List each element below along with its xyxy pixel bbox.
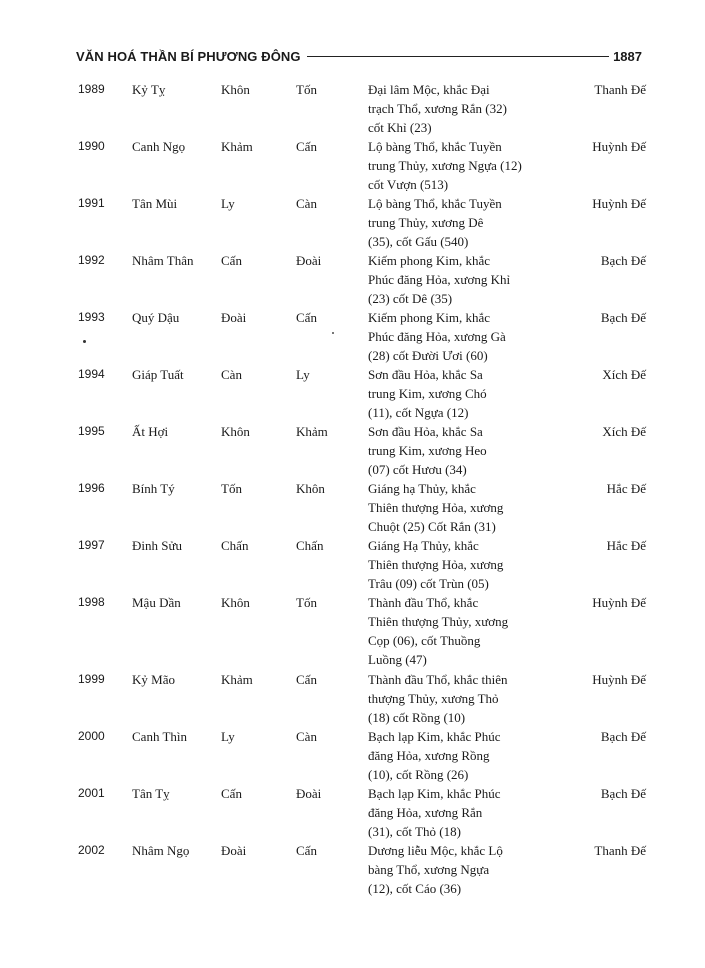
year-name-cell: Tân Mùi <box>132 196 178 211</box>
year-cell: 1998 <box>78 595 105 609</box>
year-name-cell: Nhâm Thân <box>132 253 194 268</box>
deity-cell: Bạch Đế <box>600 729 646 744</box>
table-row <box>76 365 646 422</box>
description-line: Đại lâm Mộc, khắc Đại <box>368 82 490 97</box>
deity-cell: Hắc Đế <box>606 481 646 496</box>
trigram-cell: Đoài <box>221 843 247 858</box>
description-line: cốt Khỉ (23) <box>368 120 432 135</box>
year-cell: 1994 <box>78 367 105 381</box>
description-line: (07) cốt Hươu (34) <box>368 462 467 477</box>
deity-cell: Bạch Đế <box>600 310 646 325</box>
description-line: đăng Hỏa, xương Rồng <box>368 748 490 763</box>
description-line: (31), cốt Thỏ (18) <box>368 824 461 839</box>
year-name-cell: Ất Hợi <box>132 424 169 439</box>
year-cell: 1999 <box>78 672 105 686</box>
description-line: bàng Thổ, xương Ngựa <box>368 862 490 877</box>
table-row <box>76 422 646 479</box>
description-line: trung Thủy, xương Ngựa (12) <box>368 158 522 173</box>
year-cell: 2002 <box>78 843 105 857</box>
trigram-cell: Càn <box>221 367 242 382</box>
year-name-cell: Canh Ngọ <box>132 139 186 154</box>
description-line: Thành đầu Thổ, khắc <box>368 595 479 610</box>
trigram-cell: Ly <box>221 196 235 211</box>
description-line: trung Kim, xương Heo <box>368 443 487 458</box>
year-name-cell: Quý Dậu <box>132 310 180 325</box>
description-line: Kiếm phong Kim, khắc <box>368 253 491 268</box>
description-line: Luồng (47) <box>368 652 427 667</box>
table-row <box>76 251 646 308</box>
description-cell <box>368 784 501 841</box>
stray-speck <box>332 332 334 334</box>
year-cell: 1991 <box>78 196 105 210</box>
description-line: (23) cốt Dê (35) <box>368 291 453 306</box>
trigram-cell: Càn <box>296 729 317 744</box>
table-row <box>76 194 646 251</box>
running-header <box>76 46 642 66</box>
trigram-cell: Đoài <box>296 786 322 801</box>
trigram-cell: Tốn <box>296 82 317 97</box>
year-table <box>76 80 646 901</box>
description-line: thượng Thủy, xương Thỏ <box>368 691 499 706</box>
description-line: Phúc đăng Hỏa, xương Gà <box>368 329 506 344</box>
year-name-cell: Tân Tỵ <box>132 786 170 801</box>
description-cell <box>368 194 502 251</box>
trigram-cell: Khôn <box>221 424 250 439</box>
year-name-cell: Kỷ Tỵ <box>132 82 166 97</box>
year-cell: 1989 <box>78 82 105 96</box>
year-name-cell: Mậu Dần <box>132 595 181 610</box>
table-row <box>76 80 646 137</box>
description-line: cốt Vượn (513) <box>368 177 449 192</box>
table-row <box>76 137 646 194</box>
year-cell: 1992 <box>78 253 105 267</box>
description-line: (35), cốt Gấu (540) <box>368 234 469 249</box>
trigram-cell: Ly <box>296 367 310 382</box>
description-line: (12), cốt Cáo (36) <box>368 881 462 896</box>
year-name-cell: Bính Tý <box>132 481 175 496</box>
table-row <box>76 308 646 365</box>
description-line: (28) cốt Đười Ươi (60) <box>368 348 488 363</box>
year-cell: 1997 <box>78 538 105 552</box>
description-line: Cọp (06), cốt Thuồng <box>368 633 481 648</box>
trigram-cell: Càn <box>296 196 317 211</box>
table-row <box>76 727 646 784</box>
description-line: (18) cốt Rồng (10) <box>368 710 466 725</box>
description-cell <box>368 479 503 536</box>
trigram-cell: Tốn <box>296 595 317 610</box>
header-title: VĂN HOÁ THẦN BÍ PHƯƠNG ĐÔNG <box>76 48 301 64</box>
table-row <box>76 670 646 727</box>
year-name-cell: Canh Thìn <box>132 729 188 744</box>
description-line: Lộ bàng Thổ, khắc Tuyền <box>368 196 502 211</box>
description-cell <box>368 137 522 194</box>
deity-cell: Huỳnh Đế <box>592 139 646 154</box>
description-line: Kiếm phong Kim, khắc <box>368 310 491 325</box>
trigram-cell: Cấn <box>296 139 317 154</box>
description-line: Bạch lạp Kim, khắc Phúc <box>368 786 501 801</box>
description-cell <box>368 422 487 479</box>
header-rule <box>307 56 609 57</box>
trigram-cell: Cấn <box>221 253 242 268</box>
table-row <box>76 536 646 593</box>
deity-cell: Bạch Đế <box>600 786 646 801</box>
year-name-cell: Đinh Sửu <box>132 538 183 553</box>
description-line: Giáng hạ Thủy, khắc <box>368 481 476 496</box>
description-line: Thiên thượng Hỏa, xương <box>368 500 504 515</box>
description-line: Thiên thượng Thủy, xương <box>368 614 509 629</box>
trigram-cell: Khôn <box>221 595 250 610</box>
description-line: Sơn đầu Hỏa, khắc Sa <box>368 367 483 382</box>
description-line: trung Thủy, xương Dê <box>368 215 484 230</box>
trigram-cell: Cấn <box>221 786 242 801</box>
description-line: Thành đầu Thổ, khắc thiên <box>368 672 508 687</box>
deity-cell: Bạch Đế <box>600 253 646 268</box>
deity-cell: Huỳnh Đế <box>592 672 646 687</box>
deity-cell: Hắc Đế <box>606 538 646 553</box>
stray-dot <box>83 340 86 343</box>
description-line: Trâu (09) cốt Trùn (05) <box>368 576 489 591</box>
description-line: đăng Hỏa, xương Rắn <box>368 805 483 820</box>
trigram-cell: Chấn <box>221 538 249 553</box>
description-cell <box>368 670 507 727</box>
description-line: (10), cốt Rồng (26) <box>368 767 469 782</box>
description-line: Thiên thượng Hỏa, xương <box>368 557 504 572</box>
trigram-cell: Tốn <box>221 481 242 496</box>
trigram-cell: Khôn <box>296 481 325 496</box>
description-cell <box>368 593 508 669</box>
table-row <box>76 479 646 536</box>
description-line: Chuột (25) Cốt Rắn (31) <box>368 519 496 534</box>
deity-cell: Huỳnh Đế <box>592 595 646 610</box>
description-cell <box>368 841 503 898</box>
year-cell: 1996 <box>78 481 105 495</box>
trigram-cell: Khảm <box>221 672 253 687</box>
year-cell: 1993 <box>78 310 105 324</box>
trigram-cell: Khảm <box>221 139 253 154</box>
description-line: trung Kim, xương Chó <box>368 386 487 401</box>
year-cell: 1995 <box>78 424 105 438</box>
description-cell <box>368 536 503 593</box>
trigram-cell: Cấn <box>296 672 317 687</box>
trigram-cell: Ly <box>221 729 235 744</box>
year-cell: 2000 <box>78 729 105 743</box>
page-number: 1887 <box>613 48 642 64</box>
deity-cell: Thanh Đế <box>594 82 646 97</box>
deity-cell: Huỳnh Đế <box>592 196 646 211</box>
description-line: trạch Thổ, xương Rắn (32) <box>368 101 507 116</box>
description-cell <box>368 727 501 784</box>
trigram-cell: Khôn <box>221 82 250 97</box>
description-cell <box>368 80 507 137</box>
trigram-cell: Chấn <box>296 538 324 553</box>
deity-cell: Xích Đế <box>602 367 646 382</box>
year-cell: 1990 <box>78 139 105 153</box>
description-line: Dương liễu Mộc, khắc Lộ <box>368 843 503 858</box>
trigram-cell: Cấn <box>296 843 317 858</box>
trigram-cell: Đoài <box>296 253 322 268</box>
description-cell <box>368 365 487 422</box>
trigram-cell: Cấn <box>296 310 317 325</box>
trigram-cell: Đoài <box>221 310 247 325</box>
table-row <box>76 593 646 670</box>
description-line: Lộ bàng Thổ, khắc Tuyền <box>368 139 502 154</box>
year-name-cell: Giáp Tuất <box>132 367 184 382</box>
year-name-cell: Nhâm Ngọ <box>132 843 190 858</box>
description-line: Phúc đăng Hỏa, xương Khỉ <box>368 272 511 287</box>
deity-cell: Xích Đế <box>602 424 646 439</box>
deity-cell: Thanh Đế <box>594 843 646 858</box>
table-row <box>76 784 646 841</box>
description-cell <box>368 251 510 308</box>
year-name-cell: Kỷ Mão <box>132 672 175 687</box>
table-row <box>76 841 646 901</box>
description-line: (11), cốt Ngựa (12) <box>368 405 469 420</box>
trigram-cell: Khảm <box>296 424 328 439</box>
year-cell: 2001 <box>78 786 105 800</box>
description-line: Sơn đầu Hỏa, khắc Sa <box>368 424 483 439</box>
description-cell <box>368 308 506 365</box>
description-line: Bạch lạp Kim, khắc Phúc <box>368 729 501 744</box>
description-line: Giáng Hạ Thủy, khắc <box>368 538 479 553</box>
